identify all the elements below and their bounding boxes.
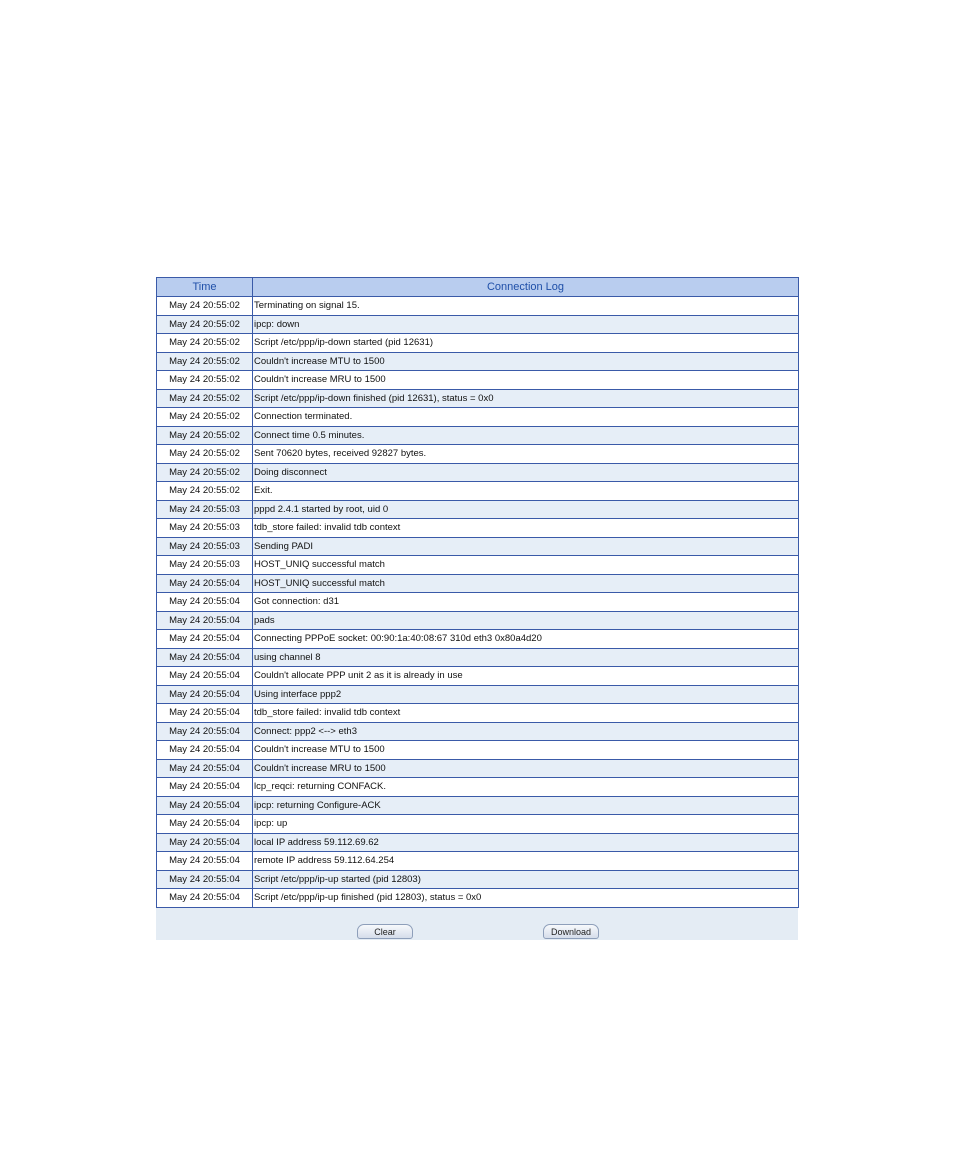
log-time-cell: May 24 20:55:02 [157, 352, 253, 371]
log-time-cell: May 24 20:55:04 [157, 611, 253, 630]
table-row [157, 334, 799, 353]
log-time-cell: May 24 20:55:02 [157, 408, 253, 427]
log-time-cell: May 24 20:55:02 [157, 463, 253, 482]
log-time-cell: May 24 20:55:04 [157, 630, 253, 649]
log-time-cell: May 24 20:55:02 [157, 371, 253, 390]
log-time-cell: May 24 20:55:04 [157, 685, 253, 704]
log-time-cell: May 24 20:55:04 [157, 574, 253, 593]
log-time-cell: May 24 20:55:04 [157, 648, 253, 667]
log-message-cell: Couldn't allocate PPP unit 2 as it is already in use [253, 667, 799, 686]
table-row [157, 796, 799, 815]
log-message-cell: Got connection: d31 [253, 593, 799, 612]
log-time-cell: May 24 20:55:03 [157, 556, 253, 575]
table-row [157, 889, 799, 908]
log-time-cell: May 24 20:55:04 [157, 852, 253, 871]
log-message-cell: Couldn't increase MTU to 1500 [253, 741, 799, 760]
table-row [157, 371, 799, 390]
log-message-cell: Terminating on signal 15. [253, 297, 799, 316]
log-message-cell: HOST_UNIQ successful match [253, 574, 799, 593]
log-message-cell: Exit. [253, 482, 799, 501]
log-time-cell: May 24 20:55:03 [157, 519, 253, 538]
log-message-cell: ipcp: down [253, 315, 799, 334]
log-time-cell: May 24 20:55:02 [157, 315, 253, 334]
log-time-cell: May 24 20:55:04 [157, 667, 253, 686]
table-row [157, 519, 799, 538]
log-message-cell: Script /etc/ppp/ip-up finished (pid 12803), status = 0x0 [253, 889, 799, 908]
log-message-cell: HOST_UNIQ successful match [253, 556, 799, 575]
log-time-cell: May 24 20:55:02 [157, 445, 253, 464]
log-message-cell: Using interface ppp2 [253, 685, 799, 704]
log-time-cell: May 24 20:55:04 [157, 593, 253, 612]
connection-log-table [156, 277, 799, 908]
log-message-cell: tdb_store failed: invalid tdb context [253, 519, 799, 538]
table-row [157, 593, 799, 612]
log-message-cell: Connect time 0.5 minutes. [253, 426, 799, 445]
table-row [157, 815, 799, 834]
connection-log-panel [156, 277, 798, 940]
table-row [157, 667, 799, 686]
log-message-cell: tdb_store failed: invalid tdb context [253, 704, 799, 723]
log-message-cell: Doing disconnect [253, 463, 799, 482]
table-row [157, 648, 799, 667]
table-row [157, 297, 799, 316]
log-message-cell: local IP address 59.112.69.62 [253, 833, 799, 852]
download-button[interactable]: Download [543, 924, 599, 939]
table-row [157, 722, 799, 741]
log-time-cell: May 24 20:55:03 [157, 537, 253, 556]
log-message-cell: pppd 2.4.1 started by root, uid 0 [253, 500, 799, 519]
log-message-cell: lcp_reqci: returning CONFACK. [253, 778, 799, 797]
log-message-cell: Script /etc/ppp/ip-up started (pid 12803) [253, 870, 799, 889]
table-row [157, 556, 799, 575]
time-column-header: Time [157, 278, 253, 297]
table-row [157, 389, 799, 408]
log-time-cell: May 24 20:55:04 [157, 889, 253, 908]
log-message-cell: Sent 70620 bytes, received 92827 bytes. [253, 445, 799, 464]
log-message-cell: Couldn't increase MRU to 1500 [253, 371, 799, 390]
table-row [157, 574, 799, 593]
table-row [157, 315, 799, 334]
log-time-cell: May 24 20:55:03 [157, 500, 253, 519]
log-time-cell: May 24 20:55:04 [157, 815, 253, 834]
table-row [157, 870, 799, 889]
table-row [157, 352, 799, 371]
log-time-cell: May 24 20:55:02 [157, 426, 253, 445]
log-message-cell: Couldn't increase MTU to 1500 [253, 352, 799, 371]
log-message-cell: remote IP address 59.112.64.254 [253, 852, 799, 871]
table-row [157, 630, 799, 649]
log-time-cell: May 24 20:55:04 [157, 778, 253, 797]
table-row [157, 611, 799, 630]
table-row [157, 463, 799, 482]
table-row [157, 445, 799, 464]
table-row [157, 833, 799, 852]
log-time-cell: May 24 20:55:04 [157, 759, 253, 778]
log-time-cell: May 24 20:55:04 [157, 833, 253, 852]
table-row [157, 685, 799, 704]
table-row [157, 852, 799, 871]
log-time-cell: May 24 20:55:02 [157, 297, 253, 316]
log-message-cell: using channel 8 [253, 648, 799, 667]
table-row [157, 741, 799, 760]
log-message-cell: Connection terminated. [253, 408, 799, 427]
log-message-cell: Script /etc/ppp/ip-down finished (pid 12631), status = 0x0 [253, 389, 799, 408]
table-row [157, 704, 799, 723]
log-message-cell: Couldn't increase MRU to 1500 [253, 759, 799, 778]
log-column-header: Connection Log [253, 278, 799, 297]
log-message-cell: pads [253, 611, 799, 630]
table-row [157, 500, 799, 519]
log-message-cell: ipcp: up [253, 815, 799, 834]
table-row [157, 537, 799, 556]
log-time-cell: May 24 20:55:04 [157, 796, 253, 815]
log-time-cell: May 24 20:55:02 [157, 482, 253, 501]
log-time-cell: May 24 20:55:04 [157, 722, 253, 741]
table-row [157, 408, 799, 427]
log-time-cell: May 24 20:55:02 [157, 389, 253, 408]
log-time-cell: May 24 20:55:02 [157, 334, 253, 353]
table-header-row [157, 278, 799, 297]
log-time-cell: May 24 20:55:04 [157, 870, 253, 889]
log-message-cell: Script /etc/ppp/ip-down started (pid 12631) [253, 334, 799, 353]
table-row [157, 482, 799, 501]
log-message-cell: Connect: ppp2 <--> eth3 [253, 722, 799, 741]
log-table-body [157, 297, 799, 908]
clear-button[interactable]: Clear [357, 924, 413, 939]
table-row [157, 426, 799, 445]
log-time-cell: May 24 20:55:04 [157, 704, 253, 723]
log-message-cell: Connecting PPPoE socket: 00:90:1a:40:08:67 310d eth3 0x80a4d20 [253, 630, 799, 649]
log-time-cell: May 24 20:55:04 [157, 741, 253, 760]
log-message-cell: ipcp: returning Configure-ACK [253, 796, 799, 815]
log-message-cell: Sending PADI [253, 537, 799, 556]
table-row [157, 759, 799, 778]
table-row [157, 778, 799, 797]
